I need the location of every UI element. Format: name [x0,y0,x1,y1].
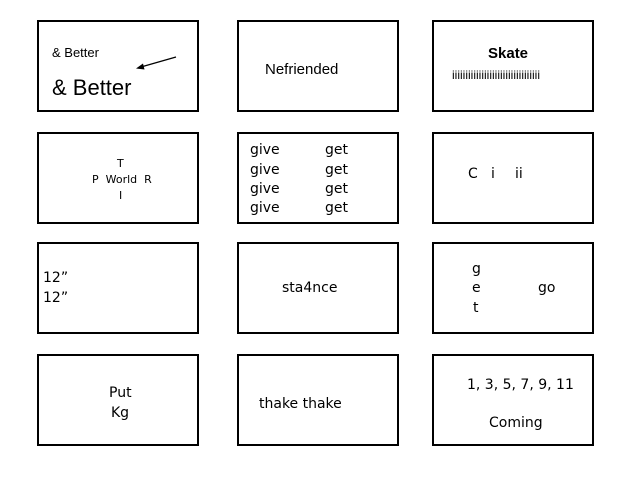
card-give-get [237,132,399,224]
card-better [37,20,199,112]
small-better-text: & Better [52,45,99,60]
card-12-12 [37,242,199,334]
letter-t: T [117,157,124,170]
give-2: give [250,162,280,178]
card-thake [237,354,399,446]
card-stance [237,242,399,334]
letter-i: I [119,189,123,202]
letter-e: e [472,280,481,296]
card-skate [432,20,594,112]
thake-text: thake thake [259,396,342,412]
letter-ii: ii [515,166,523,182]
put-text: Put [109,385,132,401]
odd-numbers-text: 1, 3, 5, 7, 9, 11 [467,377,574,393]
give-3: give [250,181,280,197]
get-3: get [325,181,348,197]
get-4: get [325,200,348,216]
kg-text: Kg [111,405,130,421]
nefriended-text: Nefriended [265,61,339,78]
give-4: give [250,200,280,216]
large-better-text: & Better [52,75,132,100]
give-1: give [250,142,280,158]
get-2: get [325,162,348,178]
card-p-world-r [37,132,199,224]
card-put-kg [37,354,199,446]
card-nefriended [237,20,399,112]
letter-g: g [472,261,481,277]
stance-text: sta4nce [282,280,338,296]
twelve-inch-1: 12” [43,270,69,286]
arrow-left-icon [134,53,179,73]
letter-c: C [468,166,478,182]
go-text: go [538,280,556,296]
world-row: P World R [92,173,152,186]
twelve-inch-2: 12” [43,290,69,306]
card-get-go [432,242,594,334]
card-odd-numbers [432,354,594,446]
skate-title: Skate [488,45,529,62]
card-c-i-ii [432,132,594,224]
coming-text: Coming [489,415,543,431]
get-1: get [325,142,348,158]
letter-t-vertical: t [473,300,479,316]
letter-i-single: i [491,166,495,182]
skate-ice-text: iiiiiiiiiiiiiiiiiiiiiiiiiiiiiiiii [452,68,540,82]
